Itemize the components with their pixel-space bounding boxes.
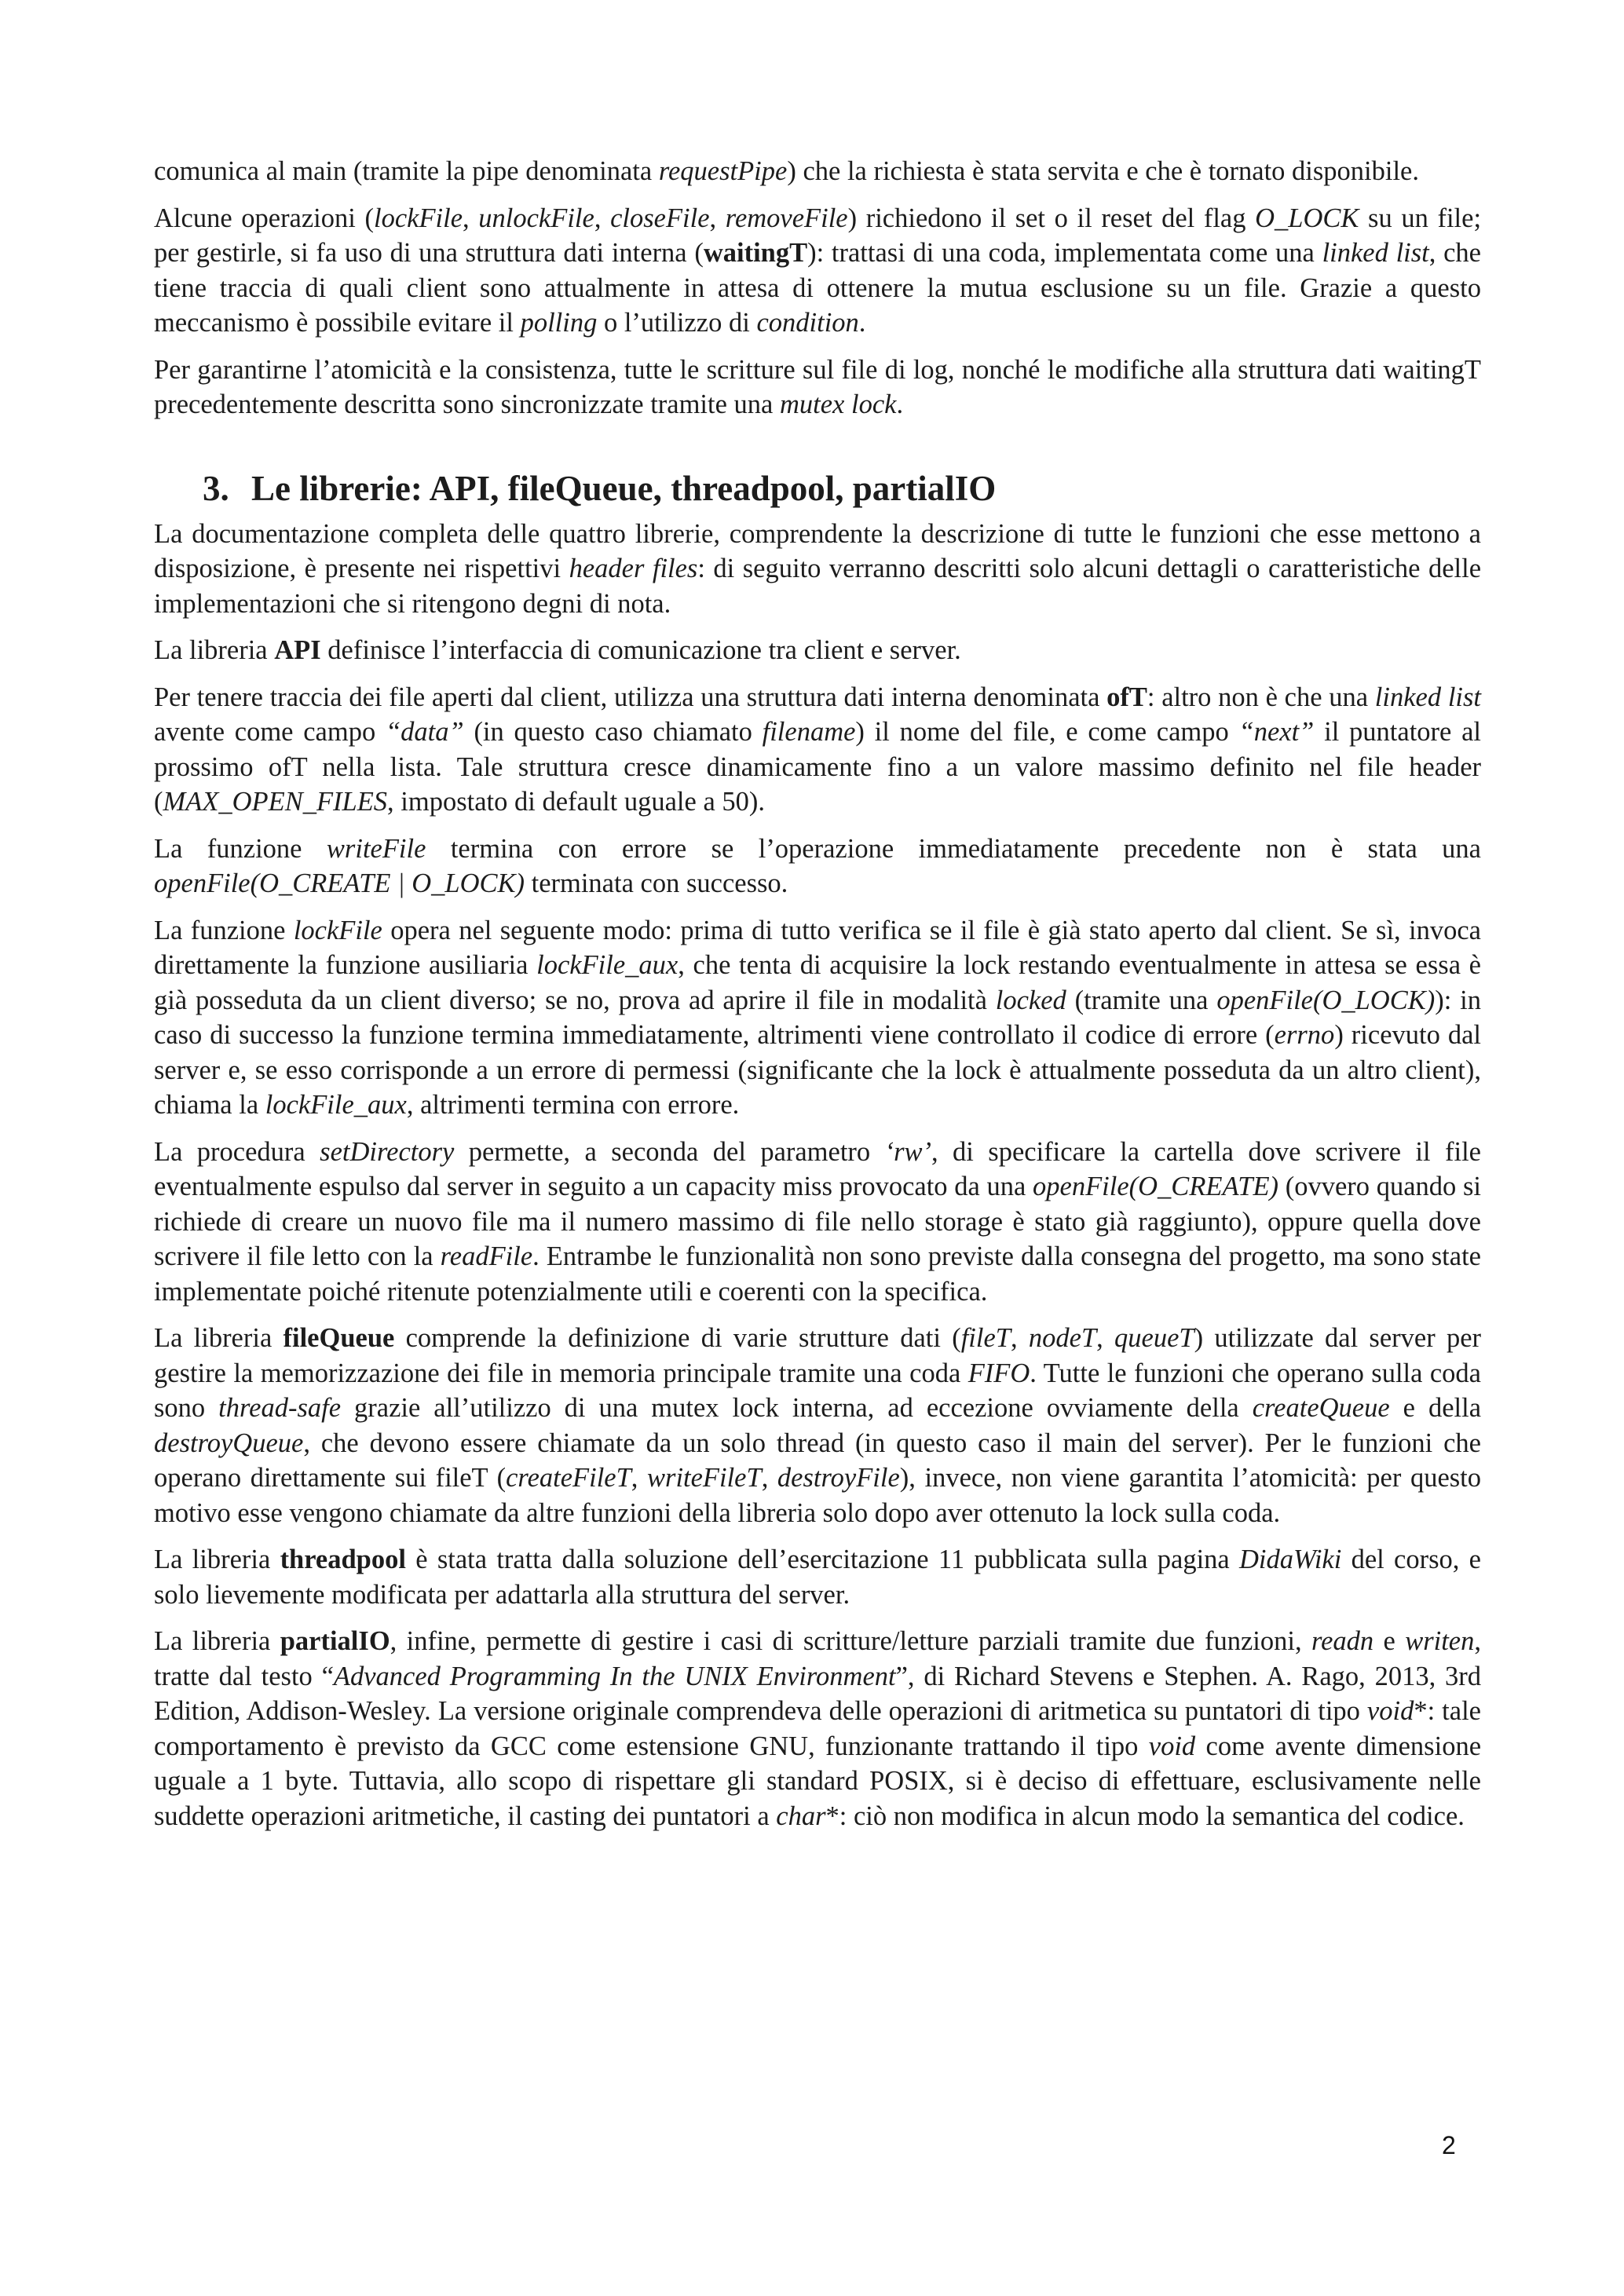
italic-term: Advanced Programming In the UNIX Environment: [333, 1661, 896, 1691]
paragraph: [154, 1321, 1481, 1530]
text-run: La libreria: [154, 635, 275, 665]
text-run: La procedura: [154, 1136, 320, 1167]
italic-term: linked list: [1374, 682, 1481, 712]
italic-term: destroyQueue: [154, 1428, 304, 1458]
text-run: : altro non è che una: [1147, 682, 1375, 712]
text-run: , tratte dal testo “: [154, 1626, 1481, 1691]
text-run: ) richiedono il set o il reset del flag: [847, 203, 1256, 233]
text-run: *: tale comportamento è previsto da GCC come estensione GNU, funzionante trattando il tipo: [154, 1696, 1481, 1761]
italic-term: errno: [1274, 1020, 1335, 1050]
text-run: del corso, e solo lievemente modificata per adattarla alla struttura del server.: [154, 1545, 1481, 1610]
italic-term: void: [1366, 1696, 1414, 1726]
italic-term: writen: [1405, 1626, 1475, 1656]
text-run: .: [858, 308, 866, 338]
italic-term: condition: [756, 308, 859, 338]
paragraph: [154, 517, 1481, 622]
text-run: (in questo caso chiamato: [463, 717, 763, 747]
italic-term: readFile: [440, 1241, 533, 1271]
italic-term: lockFile_aux: [536, 950, 678, 980]
paragraph: [154, 1542, 1481, 1612]
italic-term: setDirectory: [320, 1136, 455, 1167]
text-run: , impostato di default uguale a 50).: [387, 787, 766, 817]
italic-term: destroyFile: [777, 1463, 900, 1493]
italic-term: fileT: [960, 1323, 1011, 1353]
text-run: comprende la definizione di varie strutture dati (: [394, 1323, 961, 1353]
italic-term: writeFile: [326, 833, 426, 864]
text-run: termina con errore se l’operazione immediatamente precedente non è stata una: [426, 833, 1481, 864]
text-run: ): in caso di successo la funzione termina immediatamente, altrimenti viene controllato il codice di errore (: [154, 985, 1481, 1050]
italic-term: “next”: [1238, 717, 1315, 747]
paragraph: [154, 154, 1481, 189]
text-run: ) che la richiesta è stata servita e che è tornato disponibile.: [787, 156, 1419, 186]
italic-term: openFile(O_LOCK): [1216, 985, 1436, 1015]
text-run: definisce l’interfaccia di comunicazione tra client e server.: [320, 635, 961, 665]
text-run: La funzione: [154, 833, 327, 864]
paragraph: [154, 832, 1481, 901]
text-run: ): trattasi di una coda, implementata come una: [807, 238, 1322, 268]
text-run: ,: [463, 203, 479, 233]
text-run: , di specificare la cartella dove scrivere il file eventualmente espulso dal server in seguito a un capacity miss provocato da una: [154, 1136, 1481, 1201]
italic-term: DidaWiki: [1239, 1545, 1342, 1574]
italic-term: closeFile: [610, 203, 710, 233]
italic-term: lockFile: [293, 915, 382, 945]
text-run: ”, di Richard Stevens e Stephen. A. Rago, 2013, 3rd Edition, Addison-Wesley. La versione originale comprendeva delle operazioni di aritmetica su puntatori di tipo: [154, 1661, 1481, 1726]
text-run: Per garantirne l’atomicità e la consistenza, tutte le scritture sul file di log, nonché le modifiche alla struttura dati waitingT precedentemente descritta sono sincronizzate tramite una: [154, 354, 1481, 419]
italic-term: void: [1148, 1731, 1196, 1761]
paragraph: [154, 633, 1481, 668]
text-run: La libreria: [154, 1323, 283, 1353]
text-run: ,: [1096, 1323, 1115, 1353]
italic-term: linked list: [1322, 238, 1429, 268]
paragraph: [154, 680, 1481, 820]
italic-term: mutex lock: [779, 389, 897, 419]
bold-term: fileQueue: [283, 1323, 395, 1353]
text-run: il puntatore al prossimo ofT nella lista. Tale struttura cresce dinamicamente fino a un valore massimo definito nel file header (: [154, 717, 1481, 817]
text-run: .: [896, 389, 904, 419]
text-run: come avente dimensione uguale a 1 byte. Tuttavia, allo scopo di rispettare gli standard POSIX, si è deciso di effettuare, esclusivamente nelle suddette operazioni aritmetiche, il casting dei puntatori a: [154, 1731, 1482, 1831]
italic-term: header files: [569, 554, 698, 583]
bold-term: threadpool: [280, 1545, 406, 1574]
text-run: ) il nome del file, e come campo: [855, 717, 1239, 747]
text-run: ,: [709, 203, 726, 233]
bold-term: waitingT: [703, 238, 808, 268]
document-page: [154, 154, 1481, 1845]
text-run: , che devono essere chiamate da un solo thread (in questo caso il main del server). Per le funzioni che operano direttamente sui fileT (: [154, 1428, 1481, 1493]
text-run: *: ciò non modifica in alcun modo la semantica del codice.: [825, 1801, 1465, 1831]
text-run: , che tiene traccia di quali client sono attualmente in attesa di ottenere la mutua esclusione su un file. Grazie a questo meccanismo è possibile evitare il: [154, 238, 1481, 338]
italic-term: createFileT: [506, 1463, 631, 1493]
paragraph: [154, 1135, 1481, 1310]
italic-term: lockFile: [373, 203, 463, 233]
italic-term: locked: [995, 985, 1066, 1015]
bold-term: partialIO: [280, 1626, 390, 1656]
text-run: terminata con successo.: [525, 868, 788, 898]
text-run: ,: [631, 1463, 648, 1493]
bold-term: API: [274, 635, 321, 665]
italic-term: MAX_OPEN_FILES: [163, 787, 388, 817]
italic-term: FIFO: [967, 1358, 1030, 1388]
text-run: ,: [594, 203, 611, 233]
italic-term: queueT: [1114, 1323, 1194, 1353]
paragraph: [154, 201, 1481, 341]
section-2-tail: [154, 154, 1481, 422]
italic-term: ‘rw’: [884, 1136, 931, 1167]
text-run: : di seguito verranno descritti solo alcuni dettagli o caratteristiche delle implementazioni che si ritengono degni di nota.: [154, 554, 1482, 619]
text-run: La libreria: [154, 1626, 280, 1656]
text-run: permette, a seconda del parametro: [454, 1136, 885, 1167]
paragraph: [154, 1624, 1481, 1834]
text-run: , infine, permette di gestire i casi di scritture/letture parziali tramite due funzioni,: [390, 1626, 1311, 1656]
text-run: su un file; per gestirle, si fa uso di una struttura dati interna (: [154, 203, 1482, 268]
text-run: . Tutte le funzioni che operano sulla coda sono: [154, 1358, 1481, 1423]
page-number: 2: [1442, 2131, 1456, 2159]
text-run: grazie all’utilizzo di una mutex lock interna, ad eccezione ovviamente della: [341, 1393, 1253, 1423]
italic-term: writeFileT: [647, 1463, 762, 1493]
italic-term: openFile(O_CREATE): [1033, 1172, 1279, 1201]
paragraph: [154, 913, 1481, 1123]
text-run: Per tenere traccia dei file aperti dal client, utilizza una struttura dati interna denominata: [154, 682, 1107, 712]
text-run: opera nel seguente modo: prima di tutto verifica se il file è già stato aperto dal client. Se sì, invoca direttamente la funzione ausiliaria: [154, 915, 1481, 980]
text-run: avente come campo: [154, 717, 386, 747]
text-run: La documentazione completa delle quattro librerie, comprendente la descrizione di tutte le funzioni che esse mettono a disposizione, è presente nei rispettivi: [154, 518, 1481, 583]
text-run: La funzione: [154, 915, 294, 945]
italic-term: nodeT: [1028, 1323, 1097, 1353]
italic-term: unlockFile: [478, 203, 594, 233]
paragraph: [154, 353, 1481, 422]
italic-term: char: [776, 1801, 826, 1831]
text-run: Alcune operazioni (: [154, 203, 374, 233]
text-run: , che tenta di acquisire la lock restando eventualmente in attesa se essa è già posseduta da un client diverso; se no, prova ad aprire il file in modalità: [154, 950, 1481, 1015]
text-run: ) ricevuto dal server e, se esso corrisponde a un errore di permessi (significante che la lock è attualmente posseduta da un altro client), chiama la: [154, 1020, 1482, 1120]
text-run: (tramite una: [1066, 985, 1217, 1015]
italic-term: lockFile_aux: [265, 1090, 407, 1120]
text-run: o l’utilizzo di: [597, 308, 757, 338]
section-number: 3.: [203, 468, 229, 508]
italic-term: createQueue: [1252, 1393, 1390, 1423]
section-heading: [154, 466, 1481, 510]
text-run: comunica al main (tramite la pipe denominata: [154, 156, 659, 186]
text-run: ) utilizzate dal server per gestire la memorizzazione dei file in memoria principale tramite una coda: [154, 1323, 1482, 1388]
italic-term: requestPipe: [658, 156, 788, 186]
text-run: ), invece, non viene garantita l’atomicità: per questo motivo esse vengono chiamate da altre funzioni della libreria solo dopo aver ottenuto la lock sulla coda.: [154, 1463, 1482, 1528]
text-run: (ovvero quando si richiede di creare un nuovo file ma il numero massimo di file nello storage è stato già raggiunto), oppure quella dove scrivere il file letto con la: [154, 1172, 1481, 1271]
text-run: ,: [1010, 1323, 1029, 1353]
italic-term: “data”: [385, 717, 464, 747]
text-run: . Entrambe le funzionalità non sono previste dalla consegna del progetto, ma sono state implementate poiché ritenute potenzialmente utili e coerenti con la specifica.: [154, 1241, 1481, 1307]
italic-term: removeFile: [725, 203, 848, 233]
italic-term: thread-safe: [218, 1393, 342, 1423]
italic-term: filename: [762, 717, 856, 747]
text-run: La libreria: [154, 1545, 280, 1574]
italic-term: polling: [520, 308, 598, 338]
section-3-body: [154, 517, 1481, 1834]
italic-term: readn: [1311, 1626, 1374, 1656]
text-run: , altrimenti termina con errore.: [406, 1090, 740, 1120]
text-run: e: [1373, 1626, 1406, 1656]
bold-term: ofT: [1106, 682, 1147, 712]
section-title: Le librerie: API, fileQueue, threadpool, partialIO: [251, 468, 997, 508]
italic-term: openFile(O_CREATE | O_LOCK): [154, 868, 525, 898]
text-run: è stata tratta dalla soluzione dell’esercitazione 11 pubblicata sulla pagina: [405, 1545, 1239, 1574]
italic-term: O_LOCK: [1255, 203, 1359, 233]
text-run: ,: [761, 1463, 777, 1493]
text-run: e della: [1389, 1393, 1482, 1423]
